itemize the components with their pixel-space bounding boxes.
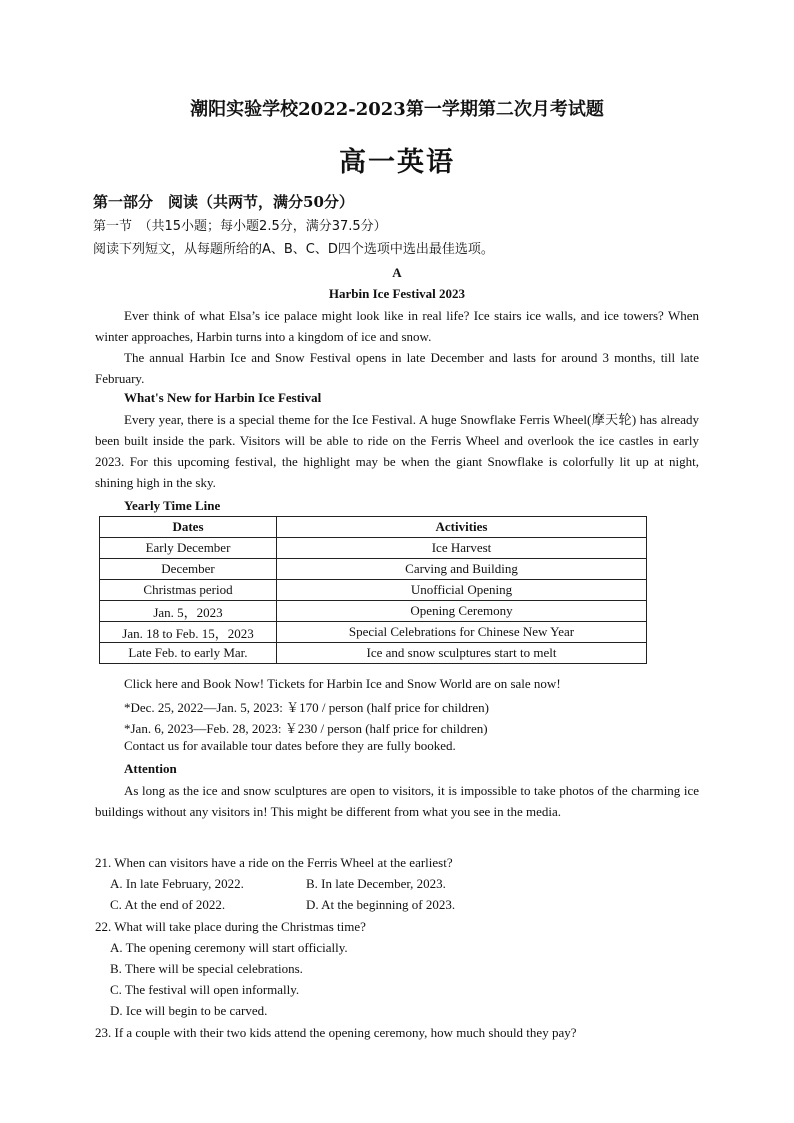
table-cell-activity: Ice and snow sculptures start to melt	[277, 643, 647, 664]
whats-new-heading: What's New for Harbin Ice Festival	[124, 390, 322, 405]
timeline-table	[99, 516, 647, 664]
table-cell-activity: Opening Ceremony	[277, 601, 647, 622]
table-row	[100, 538, 647, 559]
question-23-stem: 23. If a couple with their two kids attend the opening ceremony, how much should they pay?	[95, 1025, 577, 1040]
question-21-option-c: C. At the end of 2022.	[110, 897, 226, 912]
contact-line: Contact us for available tour dates before they are fully booked.	[124, 738, 456, 753]
passage-paragraph-2: The annual Harbin Ice and Snow Festival opens in late December and lasts for around 3 months, till late February.	[95, 350, 699, 386]
table-row	[100, 580, 647, 601]
table-cell-activity: Ice Harvest	[277, 538, 647, 559]
attention-heading: Attention	[124, 761, 177, 776]
section-subheading: 第一节 （共15小题；每小题2.5分，满分37.5分）	[93, 219, 387, 234]
table-cell-activity: Unofficial Opening	[277, 580, 647, 601]
question-22-option-c: C. The festival will open informally.	[110, 982, 300, 997]
question-22-stem: 22. What will take place during the Christmas time?	[95, 919, 366, 934]
table-cell-date: December	[100, 559, 277, 580]
table-cell-date: Jan. 18 to Feb. 15，2023	[100, 622, 277, 643]
booking-line: Click here and Book Now! Tickets for Harbin Ice and Snow World are on sale now!	[124, 676, 561, 691]
question-21-option-a: A. In late February, 2022.	[110, 876, 244, 891]
table-row	[100, 559, 647, 580]
passage-paragraph-1: Ever think of what Elsa’s ice palace might look like in real life? Ice stairs ice walls, and ice towers? When winter approaches, Harbin turns into a kingdom of ice and snow.	[95, 308, 699, 344]
table-cell-activity: Carving and Building	[277, 559, 647, 580]
table-cell-activity: Special Celebrations for Chinese New Year	[277, 622, 647, 643]
table-cell-date: Early December	[100, 538, 277, 559]
table-cell-date: Late Feb. to early Mar.	[100, 643, 277, 664]
table-cell-date: Christmas period	[100, 580, 277, 601]
question-21-option-d: D. At the beginning of 2023.	[306, 897, 456, 912]
table-header-activities: Activities	[277, 517, 647, 538]
price-line-1: *Dec. 25, 2022—Jan. 5, 2023: ￥170 / person (half price for children)	[124, 700, 489, 715]
exam-title: 潮阳实验学校2022-2023第一学期第二次月考试题	[190, 99, 604, 120]
passage-letter: A	[392, 265, 402, 280]
table-header-dates: Dates	[100, 517, 277, 538]
table-header-row	[100, 517, 647, 538]
table-cell-date: Jan. 5，2023	[100, 601, 277, 622]
question-22-option-b: B. There will be special celebrations.	[110, 961, 303, 976]
question-22-option-d: D. Ice will begin to be carved.	[110, 1003, 268, 1018]
question-21-stem: 21. When can visitors have a ride on the Ferris Wheel at the earliest?	[95, 855, 453, 870]
price-line-2: *Jan. 6, 2023—Feb. 28, 2023: ￥230 / person (half price for children)	[124, 721, 488, 736]
passage-title: Harbin Ice Festival 2023	[328, 286, 466, 301]
passage-paragraph-3: Every year, there is a special theme for the Ice Festival. A huge Snowflake Ferris Wheel(摩天轮) has already been built inside the park. Visitors will be able to ride on the Ferris Wheel and overlook the ice castles in early 2023. For this upcoming festival, the highlight may be when the giant Snowflake is colorfully lit up at night, shining high in the sky.	[95, 412, 699, 490]
section-heading: 第一部分 阅读（共两节，满分50分）	[93, 193, 354, 211]
passage-paragraph-4: As long as the ice and snow sculptures are open to visitors, it is impossible to take photos of the charming ice buildings without any visitors in! This might be different from what you see in the media.	[95, 783, 699, 819]
subject-title: 高一英语	[339, 147, 455, 178]
question-22-option-a: A. The opening ceremony will start officially.	[110, 940, 348, 955]
timeline-heading: Yearly Time Line	[124, 498, 221, 513]
question-21-option-b: B. In late December, 2023.	[306, 876, 446, 891]
table-row	[100, 622, 647, 643]
table-row	[100, 643, 647, 664]
section-instruction: 阅读下列短文，从每题所给的A、B、C、D四个选项中选出最佳选项。	[93, 242, 494, 257]
table-row	[100, 601, 647, 622]
